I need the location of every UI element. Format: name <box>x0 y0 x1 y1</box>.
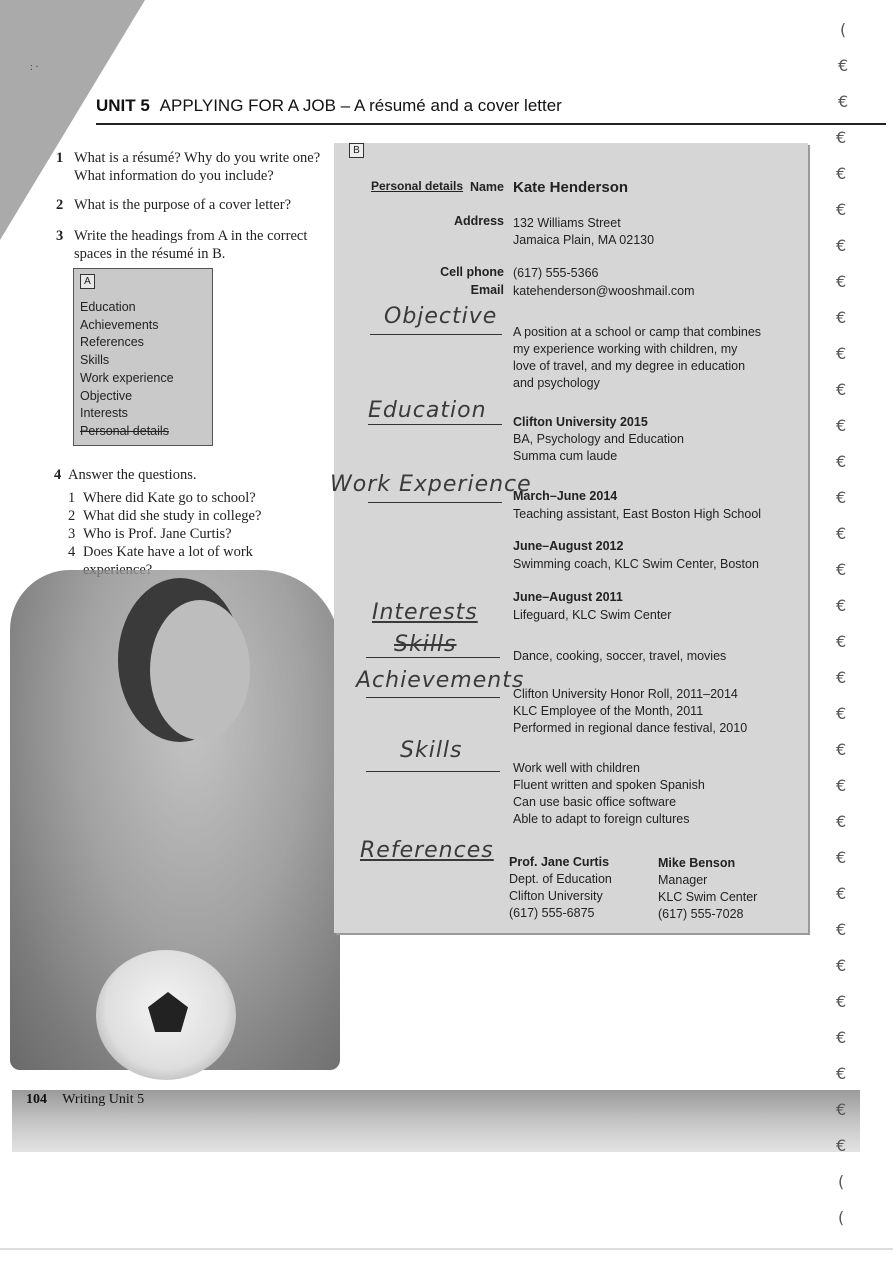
heading-item: Personal details <box>80 423 169 438</box>
question-3: 3 Write the headings from A in the correct spaces in the résumé in B. <box>56 228 308 262</box>
heading-line <box>366 771 500 772</box>
heading-item: Work experience <box>80 370 174 385</box>
question-4-sub-1: 1 Where did Kate go to school? <box>68 490 256 506</box>
personal-details-heading: Personal details <box>371 179 464 193</box>
box-a-headings <box>73 268 213 446</box>
education-degree: BA, Psychology and Education <box>513 432 684 446</box>
interests-value: Dance, cooking, soccer, travel, movies <box>513 649 727 663</box>
box-a-label: A <box>80 274 95 289</box>
reference-1-line: Dept. of Education <box>509 872 612 886</box>
work-desc: Lifeguard, KLC Swim Center <box>513 608 672 622</box>
handwritten-education: Education <box>368 398 487 423</box>
address-line-2: Jamaica Plain, MA 02130 <box>513 233 655 247</box>
name-label: Name <box>469 180 504 194</box>
reference-2-line: Manager <box>658 873 708 887</box>
handwritten-interests: Interests <box>372 600 478 625</box>
reference-2-line: (617) 555-7028 <box>658 907 744 921</box>
reference-1-name: Prof. Jane Curtis <box>509 855 610 869</box>
work-date: June–August 2012 <box>513 539 624 553</box>
cell-value: (617) 555-5366 <box>513 266 599 280</box>
skill-line: Can use basic office software <box>513 795 677 809</box>
question-4-sub-2: 2 What did she study in college? <box>68 508 262 524</box>
unit-header <box>96 96 562 116</box>
objective-line: love of travel, and my degree in education <box>513 359 746 373</box>
heading-item: Objective <box>80 388 133 403</box>
skill-line: Fluent written and spoken Spanish <box>513 778 705 792</box>
objective-line: and psychology <box>513 376 600 390</box>
work-desc: Teaching assistant, East Boston High School <box>513 507 762 521</box>
scan-specks: : · <box>30 62 39 73</box>
reference-2-line: KLC Swim Center <box>658 890 758 904</box>
resume-name: Kate Henderson <box>513 179 629 196</box>
heading-line <box>366 657 500 658</box>
handwritten-skills-struck: Skills <box>394 632 457 657</box>
skill-line: Work well with children <box>513 761 640 775</box>
education-title: Clifton University 2015 <box>513 415 648 429</box>
heading-line <box>368 502 502 503</box>
work-date: March–June 2014 <box>513 489 618 503</box>
footer-section: Writing Unit 5 <box>62 1092 145 1107</box>
question-4-sub-3: 3 Who is Prof. Jane Curtis? <box>68 526 232 542</box>
handwritten-work-experience: Work Experience <box>330 472 532 497</box>
heading-line <box>366 697 500 698</box>
headings-list <box>80 299 174 441</box>
soccer-ball <box>96 950 236 1080</box>
heading-item: Skills <box>80 353 110 368</box>
heading-line <box>370 334 502 335</box>
objective-line: my experience working with children, my <box>513 342 738 356</box>
achievement-line: KLC Employee of the Month, 2011 <box>513 704 704 718</box>
reference-2-name: Mike Benson <box>658 856 736 870</box>
work-desc: Swimming coach, KLC Swim Center, Boston <box>513 557 759 571</box>
achievement-line: Performed in regional dance festival, 2010 <box>513 721 748 735</box>
work-date: June–August 2011 <box>513 590 623 604</box>
question-2: 2 What is the purpose of a cover letter? <box>56 197 292 213</box>
objective-line: A position at a school or camp that combines <box>513 325 762 339</box>
question-4: 4 Answer the questions. <box>54 467 197 483</box>
email-label: Email <box>470 283 504 297</box>
achievement-line: Clifton University Honor Roll, 2011–2014 <box>513 687 738 701</box>
page-number: 104 <box>26 1092 47 1107</box>
question-4-sub-4: 4 Does Kate have a lot of work <box>68 544 253 560</box>
page-footer <box>26 1092 144 1108</box>
unit-title: APPLYING FOR A JOB – A résumé and a cover letter <box>159 96 562 115</box>
heading-line <box>368 424 502 425</box>
handwritten-references: References <box>360 838 494 863</box>
handwritten-skills: Skills <box>400 738 463 763</box>
heading-item: References <box>80 335 144 350</box>
heading-item: Achievements <box>80 317 159 332</box>
unit-number: UNIT 5 <box>96 96 150 115</box>
education-honor: Summa cum laude <box>513 449 618 463</box>
photo-girl-face <box>150 600 250 740</box>
question-1: 1 What is a résumé? Why do you write one? What information do you include? <box>56 150 321 184</box>
skill-line: Able to adapt to foreign cultures <box>513 812 690 826</box>
address-line-1: 132 Williams Street <box>513 216 621 230</box>
address-label: Address <box>453 214 504 228</box>
cell-label: Cell phone <box>440 265 504 279</box>
header-rule <box>96 123 886 125</box>
scan-edge <box>0 1248 893 1250</box>
reference-1-line: (617) 555-6875 <box>509 906 595 920</box>
handwritten-objective: Objective <box>384 304 498 329</box>
heading-item: Education <box>80 300 136 314</box>
box-b-label: B <box>349 143 364 158</box>
heading-item: Interests <box>80 406 128 421</box>
email-value: katehenderson@wooshmail.com <box>513 284 695 298</box>
reference-1-line: Clifton University <box>509 889 603 903</box>
handwritten-achievements: Achievements <box>356 668 525 693</box>
